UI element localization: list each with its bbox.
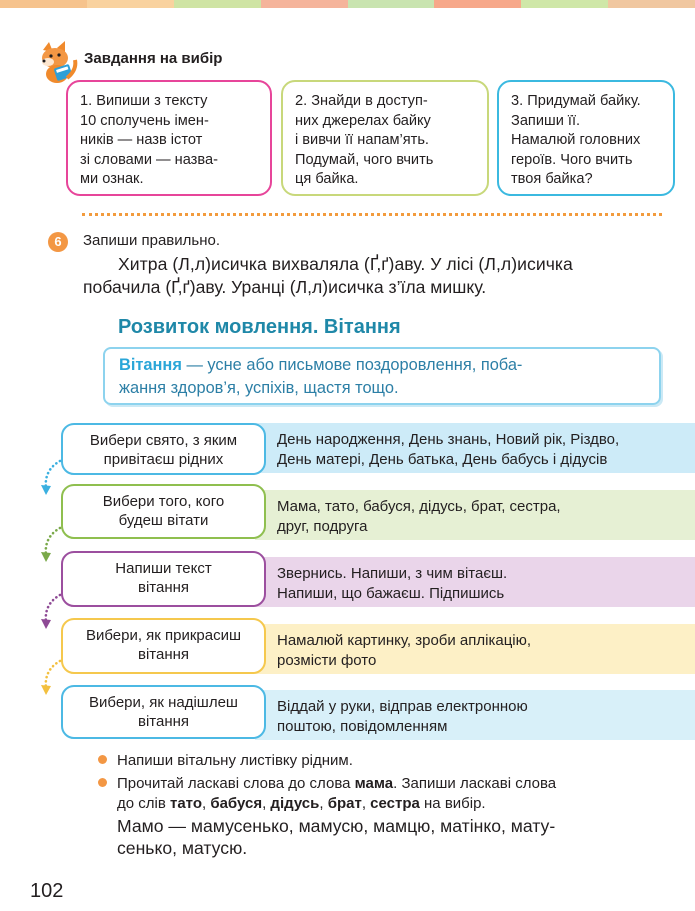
bullet-text: Напиши вітальну листівку рідним. xyxy=(117,752,353,769)
step-detail-line: Напиши, що бажаєш. Підпишись xyxy=(277,584,505,602)
step-label-line: Напиши текст xyxy=(115,560,212,577)
card-line: і вивчи її напам’ять. xyxy=(295,132,429,148)
bullet-text-part: до слів xyxy=(117,795,170,812)
step-label xyxy=(61,484,266,539)
card-line: 3. Придумай байку. xyxy=(511,93,641,109)
task-number-badge: 6 xyxy=(48,232,68,252)
card-line: 10 сполучень імен- xyxy=(80,112,209,129)
step-label-line: Вибери того, кого xyxy=(102,493,225,510)
card-line: твоя байка? xyxy=(511,171,593,187)
step-detail xyxy=(255,624,695,674)
card-line: них джерелах байку xyxy=(295,112,431,129)
step-detail-line: розмісти фото xyxy=(277,651,377,669)
definition-term: Вітання xyxy=(119,356,182,374)
step-label-line: Вибери, як прикрасиш xyxy=(85,627,242,644)
bold-word: бабуся xyxy=(210,795,263,812)
top-bar-segment xyxy=(174,0,261,8)
page-number: 102 xyxy=(30,880,64,902)
top-bar-segment xyxy=(521,0,608,8)
bullet-icon xyxy=(98,778,107,787)
bullet-text xyxy=(117,794,486,813)
step-detail xyxy=(255,423,695,473)
bullet-text-part: на вибір. xyxy=(419,795,486,812)
step-label xyxy=(61,551,266,607)
step-detail-line: друг, подруга xyxy=(277,517,368,535)
step-label xyxy=(61,618,266,674)
step-label-line: Вибери, як надішлеш xyxy=(89,694,238,711)
step-detail-line: Мама, тато, бабуся, дідусь, брат, сестра, xyxy=(277,498,561,515)
bullet-text xyxy=(117,774,556,793)
top-bar-segment xyxy=(348,0,435,8)
step-label-line: вітання xyxy=(137,646,190,663)
separator: , xyxy=(201,795,211,812)
step-detail xyxy=(255,557,695,607)
step-detail-line: День народження, День знань, Новий рік, Різдво, xyxy=(277,431,620,448)
step-label xyxy=(61,423,266,475)
exercise-line-1 xyxy=(83,254,573,275)
step-label-line: вітання xyxy=(137,579,190,596)
step-label-line: вітання xyxy=(137,713,190,730)
card-line: ми ознак. xyxy=(80,171,144,187)
bullet-text-part: Прочитай лаcкаві слова до слова xyxy=(117,775,355,792)
top-bar-segment xyxy=(87,0,174,8)
step-detail-line: Намалюй картинку, зроби аплікацію, xyxy=(277,632,532,649)
card-line: Запиши її. xyxy=(511,112,581,129)
task-instruction: Запиши правильно. xyxy=(83,232,220,249)
bold-word: мама xyxy=(354,775,394,792)
step-detail xyxy=(255,690,695,740)
mama-words-line-2: сенько, матусю. xyxy=(117,838,248,858)
choice-card-1 xyxy=(66,80,272,196)
exercise-line-2: побачила (Ґ,ґ)аву. Уранці (Л,л)исичка з’їла мишку. xyxy=(83,277,487,297)
dotted-arrow-icon xyxy=(40,525,64,567)
definition-line-2: жання здоров’я, успіхів, щастя тощо. xyxy=(119,379,399,397)
card-line: Подумай, чого вчить xyxy=(295,151,434,168)
bold-word: тато xyxy=(169,795,202,812)
card-line: зі словами — назва- xyxy=(80,151,218,168)
section-title: Розвиток мовлення. Вітання xyxy=(118,316,401,338)
bold-word: сестра xyxy=(370,795,420,812)
bold-word: дідусь xyxy=(270,795,320,812)
bullet-icon xyxy=(98,755,107,764)
step-detail-line: День матері, День батька, День бабусь і дідусів xyxy=(277,450,608,468)
step-detail xyxy=(255,490,695,540)
bullet-text-part: . Запиши лаcкаві слова xyxy=(393,775,557,792)
definition-box xyxy=(103,347,661,405)
dotted-arrow-icon xyxy=(40,592,64,634)
card-line: 2. Знайди в доступ- xyxy=(295,93,428,109)
top-bar-segment xyxy=(0,0,87,8)
step-label-line: привітаєш рідних xyxy=(103,451,224,468)
step-label xyxy=(61,685,266,739)
step-detail-line: поштою, повідомленням xyxy=(277,717,448,735)
card-line: ця байка. xyxy=(295,171,359,187)
choice-card-3 xyxy=(497,80,675,196)
dotted-divider xyxy=(82,213,662,217)
bold-word: брат xyxy=(327,795,362,812)
choice-task-title: Завдання на вибір xyxy=(84,50,223,67)
top-bar-segment xyxy=(434,0,521,8)
step-label-line: Вибери свято, з яким xyxy=(89,432,238,449)
card-line: Намалюй головних xyxy=(511,132,641,148)
exercise-text: Хитра (Л,л)исичка вихваляла (Ґ,ґ)аву. У лісі (Л,л)исичка xyxy=(118,254,573,274)
top-bar-segment xyxy=(261,0,348,8)
choice-card-2 xyxy=(281,80,489,196)
mama-words-line-1: Мамо — мамусенько, мамусю, мамцю, матінко, мату- xyxy=(117,816,556,836)
dotted-arrow-icon xyxy=(40,658,64,700)
separator: , xyxy=(262,795,271,812)
definition-text: — усне або письмове поздоровлення, поба- xyxy=(181,356,523,374)
definition-line-1 xyxy=(119,354,651,377)
fox-with-book-icon xyxy=(37,40,79,84)
separator: , xyxy=(319,795,328,812)
top-bar-segment xyxy=(608,0,695,8)
top-color-bar xyxy=(0,0,695,8)
separator: , xyxy=(361,795,371,812)
step-label-line: будеш вітати xyxy=(118,512,209,529)
dotted-arrow-icon xyxy=(40,458,64,500)
card-line: героїв. Чого вчить xyxy=(511,151,633,168)
card-line: ників — назв істот xyxy=(80,132,203,148)
step-detail-line: Звернись. Напиши, з чим вітаєш. xyxy=(277,565,508,582)
card-line: 1. Випиши з тексту xyxy=(80,93,208,109)
step-detail-line: Віддай у руки, відправ електронною xyxy=(277,698,528,715)
